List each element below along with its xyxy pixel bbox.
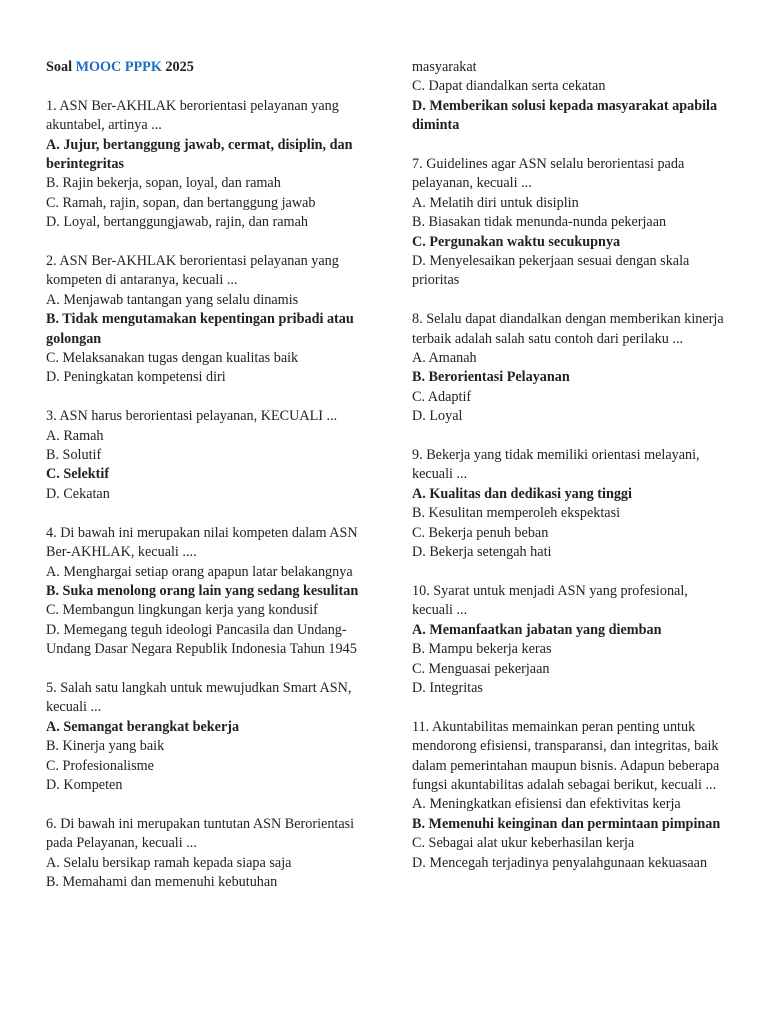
answer-option: A. Menjawab tantangan yang selalu dinamis [46, 291, 299, 308]
answer-option: D. Memegang teguh ideologi Pancasila dan Undang-Undang Dasar Negara Republik Indonesia Tahun 1945 [46, 621, 357, 658]
question-text: 1. ASN Ber-AKHLAK berorientasi pelayanan yang akuntabel, artinya ... [46, 97, 339, 134]
question-block [412, 155, 732, 291]
answer-option: B. Memahami dan memenuhi kebutuhan [46, 873, 278, 890]
answer-option: D. Integritas [412, 679, 483, 696]
answer-option: C. Ramah, rajin, sopan, dan bertanggung jawab [46, 194, 316, 211]
question-block [46, 815, 368, 893]
answer-option: A. Ramah [46, 427, 104, 444]
answer-option: C. Dapat diandalkan serta cekatan [412, 78, 606, 95]
answer-option-correct: A. Semangat berangkat bekerja [46, 718, 240, 735]
answer-option: D. Loyal, bertanggungjawab, rajin, dan ramah [46, 214, 308, 231]
question-block [412, 58, 732, 136]
answer-option: D. Peningkatan kompetensi diri [46, 369, 226, 386]
question-text: 6. Di bawah ini merupakan tuntutan ASN Berorientasi pada Pelayanan, kecuali ... [46, 815, 355, 852]
answer-option: C. Menguasai pekerjaan [412, 660, 550, 677]
question-block [412, 582, 732, 698]
answer-option: C. Sebagai alat ukur keberhasilan kerja [412, 835, 635, 852]
title-prefix: Soal [46, 59, 76, 75]
answer-option-correct: B. Suka menolong orang lain yang sedang kesulitan [46, 582, 359, 599]
question-block [46, 97, 368, 233]
title-suffix: 2025 [161, 59, 194, 75]
question-text: 5. Salah satu langkah untuk mewujudkan Smart ASN, kecuali ... [46, 679, 352, 716]
left-column [46, 58, 368, 912]
answer-option: B. Rajin bekerja, sopan, loyal, dan ramah [46, 175, 281, 192]
answer-option: D. Cekatan [46, 485, 110, 502]
answer-option: D. Menyelesaikan pekerjaan sesuai dengan skala prioritas [412, 253, 690, 289]
answer-option-correct: A. Jujur, bertanggung jawab, cermat, disiplin, dan berintegritas [46, 136, 353, 173]
document-title [46, 58, 368, 77]
answer-option: B. Kesulitan memperoleh ekspektasi [412, 505, 621, 522]
answer-option: B. Kinerja yang baik [46, 738, 165, 755]
answer-option: C. Melaksanakan tugas dengan kualitas baik [46, 350, 299, 367]
answer-option: B. Biasakan tidak menunda-nunda pekerjaan [412, 214, 667, 231]
answer-option: D. Bekerja setengah hati [412, 544, 552, 561]
question-text: 3. ASN harus berorientasi pelayanan, KECUALI ... [46, 408, 338, 425]
question-text: 2. ASN Ber-AKHLAK berorientasi pelayanan yang kompeten di antaranya, kecuali ... [46, 253, 339, 289]
answer-option-correct: B. Memenuhi keinginan dan permintaan pimpinan [412, 815, 721, 832]
answer-option: A. Menghargai setiap orang apapun latar belakangnya [46, 563, 353, 580]
answer-option-correct: B. Berorientasi Pelayanan [412, 369, 570, 386]
answer-option: C. Adaptif [412, 388, 472, 405]
question-block [412, 310, 732, 426]
answer-option: B. Solutif [46, 447, 102, 464]
right-question-list [412, 58, 732, 873]
question-block [46, 252, 368, 388]
question-block [46, 524, 368, 660]
question-text: 4. Di bawah ini merupakan nilai kompeten dalam ASN Ber-AKHLAK, kecuali .... [46, 524, 358, 561]
answer-option: D. Mencegah terjadinya penyalahgunaan kekuasaan [412, 854, 708, 871]
question-text: 9. Bekerja yang tidak memiliki orientasi melayani, kecuali ... [412, 447, 700, 483]
answer-option-correct: C. Pergunakan waktu secukupnya [412, 233, 621, 250]
question-text: 8. Selalu dapat diandalkan dengan memberikan kinerja terbaik adalah salah satu contoh dari perilaku ... [412, 311, 724, 347]
answer-option: D. Loyal [412, 408, 463, 425]
question-block [412, 718, 732, 873]
answer-option: C. Bekerja penuh beban [412, 524, 549, 541]
title-accent: MOOC PPPK [75, 59, 162, 75]
question-block [412, 446, 732, 562]
question-text: 7. Guidelines agar ASN selalu berorientasi pada pelayanan, kecuali ... [412, 156, 685, 192]
answer-option: D. Kompeten [46, 776, 123, 793]
question-text: 10. Syarat untuk menjadi ASN yang profesional, kecuali ... [412, 582, 688, 619]
answer-option-correct: A. Kualitas dan dedikasi yang tinggi [412, 485, 632, 502]
answer-option: C. Membangun lingkungan kerja yang kondusif [46, 602, 318, 619]
answer-option: A. Amanah [412, 350, 477, 367]
answer-option: C. Profesionalisme [46, 757, 154, 774]
answer-option-correct: C. Selektif [46, 466, 110, 483]
answer-option: B. Mampu bekerja keras [412, 641, 552, 658]
question-text: 11. Akuntabilitas memainkan peran penting untuk mendorong efisiensi, transparansi, dan integritas, baik dalam pemerintahan maupun bisnis. Adapun beberapa fungsi akuntabilitas adalah sebagai berikut, kecuali ... [412, 718, 720, 793]
answer-option-correct: D. Memberikan solusi kepada masyarakat apabila diminta [412, 97, 718, 134]
answer-option-correct: B. Tidak mengutamakan kepentingan pribadi atau golongan [46, 311, 354, 347]
answer-option: A. Meningkatkan efisiensi dan efektivitas kerja [412, 796, 681, 813]
question-block [46, 407, 368, 504]
answer-option: A. Selalu bersikap ramah kepada siapa saja [46, 854, 292, 871]
left-question-list [46, 97, 368, 893]
right-column [412, 58, 732, 892]
answer-option: masyarakat [412, 59, 477, 75]
question-block [46, 679, 368, 795]
answer-option-correct: A. Memanfaatkan jabatan yang diemban [412, 621, 662, 638]
answer-option: A. Melatih diri untuk disiplin [412, 194, 579, 211]
